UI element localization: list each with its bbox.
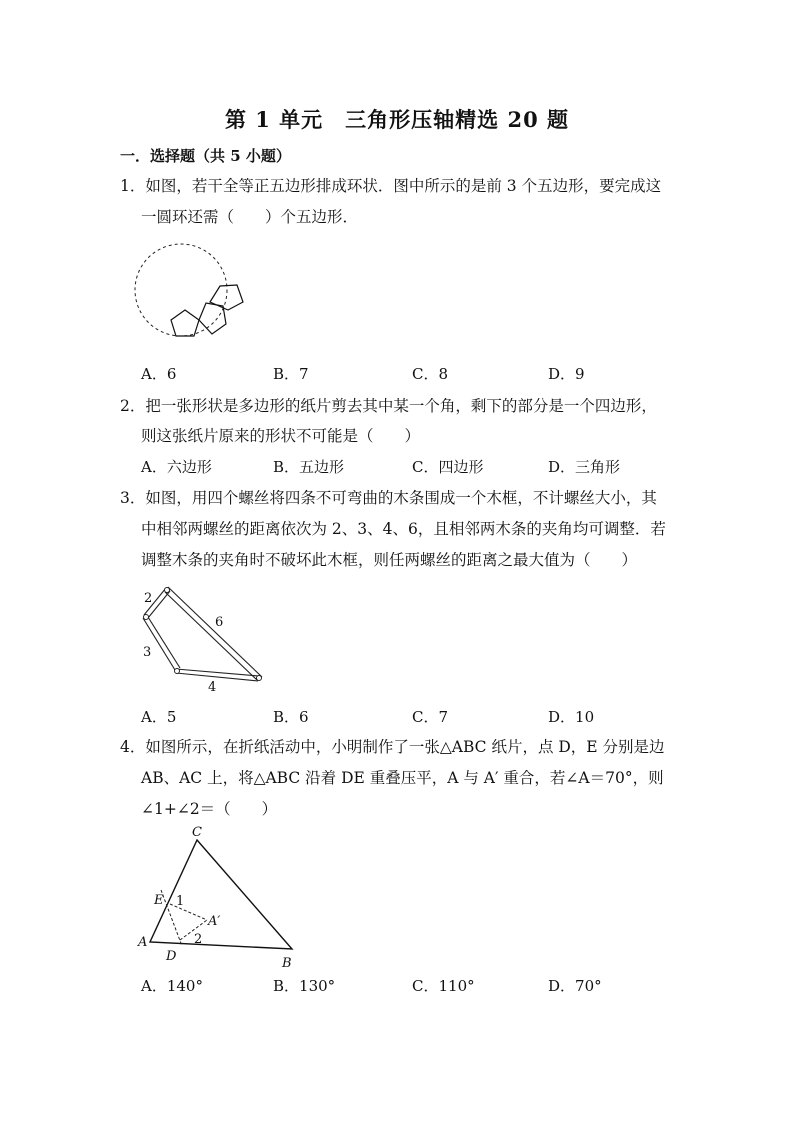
screw-top [165,588,170,593]
q4-line-1: 4．如图所示，在折纸活动中，小明制作了一张△ABC 纸片，点 D，E 分别是边 [120,738,665,756]
q2-option-c[interactable]: C．四边形 [412,458,484,476]
triangle-abc [150,840,292,949]
q4-option-b[interactable]: B．130° [273,977,336,995]
screw-right [257,676,262,681]
q3-line-2: 中相邻两螺丝的距离依次为 2、3、4、6，且相邻两木条的夹角均可调整．若 [141,520,666,538]
q2-line-1: 2．把一张形状是多边形的纸片剪去其中某一个角，剩下的部分是一个四边形， [120,397,657,415]
q1-option-b[interactable]: B．7 [273,365,309,383]
label-1: 1 [176,894,185,909]
dashed-ring [135,244,227,336]
label-2: 2 [144,591,153,606]
label-2: 2 [194,932,203,947]
q2-option-b[interactable]: B．五边形 [273,458,345,476]
label-c: C [192,825,202,840]
label-e: E [154,893,164,908]
q1-option-a[interactable]: A．6 [141,365,177,383]
q3-option-c[interactable]: C．7 [412,708,449,726]
q3-figure-wood-frame [138,582,268,694]
screw-left [144,615,149,620]
screw-bottom [175,669,180,674]
page-title: 第 1 单元 三角形压轴精选 20 题 [224,107,570,132]
q1-line-2: 一圆环还需（ ）个五边形． [141,208,359,226]
q2-line-2: 则这张纸片原来的形状不可能是（ ） [141,427,421,445]
section-heading: 一．选择题（共 5 小题） [120,147,291,165]
q4-figure-folded-triangle [134,822,304,972]
q3-option-d[interactable]: D．10 [548,708,595,726]
q3-line-3: 调整木条的夹角时不破坏此木框，则任两螺丝的距离之最大值为（ ） [141,551,638,569]
q3-option-a[interactable]: A．5 [141,708,177,726]
pentagon-1 [171,310,199,336]
q1-figure-pentagon-ring [125,230,255,350]
q1-option-d[interactable]: D．9 [548,365,585,383]
q4-option-c[interactable]: C．110° [412,977,475,995]
q3-option-b[interactable]: B．6 [273,708,309,726]
label-a: A [138,935,148,950]
label-b: B [282,956,292,971]
label-6: 6 [215,615,224,630]
label-d: D [166,949,177,964]
label-3: 3 [143,645,152,660]
q2-option-d[interactable]: D．三角形 [548,458,621,476]
q2-option-a[interactable]: A．六边形 [141,458,212,476]
label-a-prime: A′ [208,914,221,929]
q4-option-a[interactable]: A．140° [141,977,203,995]
q4-option-d[interactable]: D．70° [548,977,602,995]
q1-line-1: 1．如图，若干全等正五边形排成环状．图中所示的是前 3 个五边形，要完成这 [120,177,662,195]
label-4: 4 [208,680,217,695]
q4-line-2: AB、AC 上，将△ABC 沿着 DE 重叠压平，A 与 A′ 重合，若∠A＝70°，则 [141,769,664,787]
wood-strips [143,587,262,681]
q1-option-c[interactable]: C．8 [412,365,449,383]
q4-line-3: ∠1+∠2＝（ ） [141,800,278,818]
q3-line-1: 3．如图，用四个螺丝将四条不可弯曲的木条围成一个木框，不计螺丝大小，其 [120,489,657,507]
